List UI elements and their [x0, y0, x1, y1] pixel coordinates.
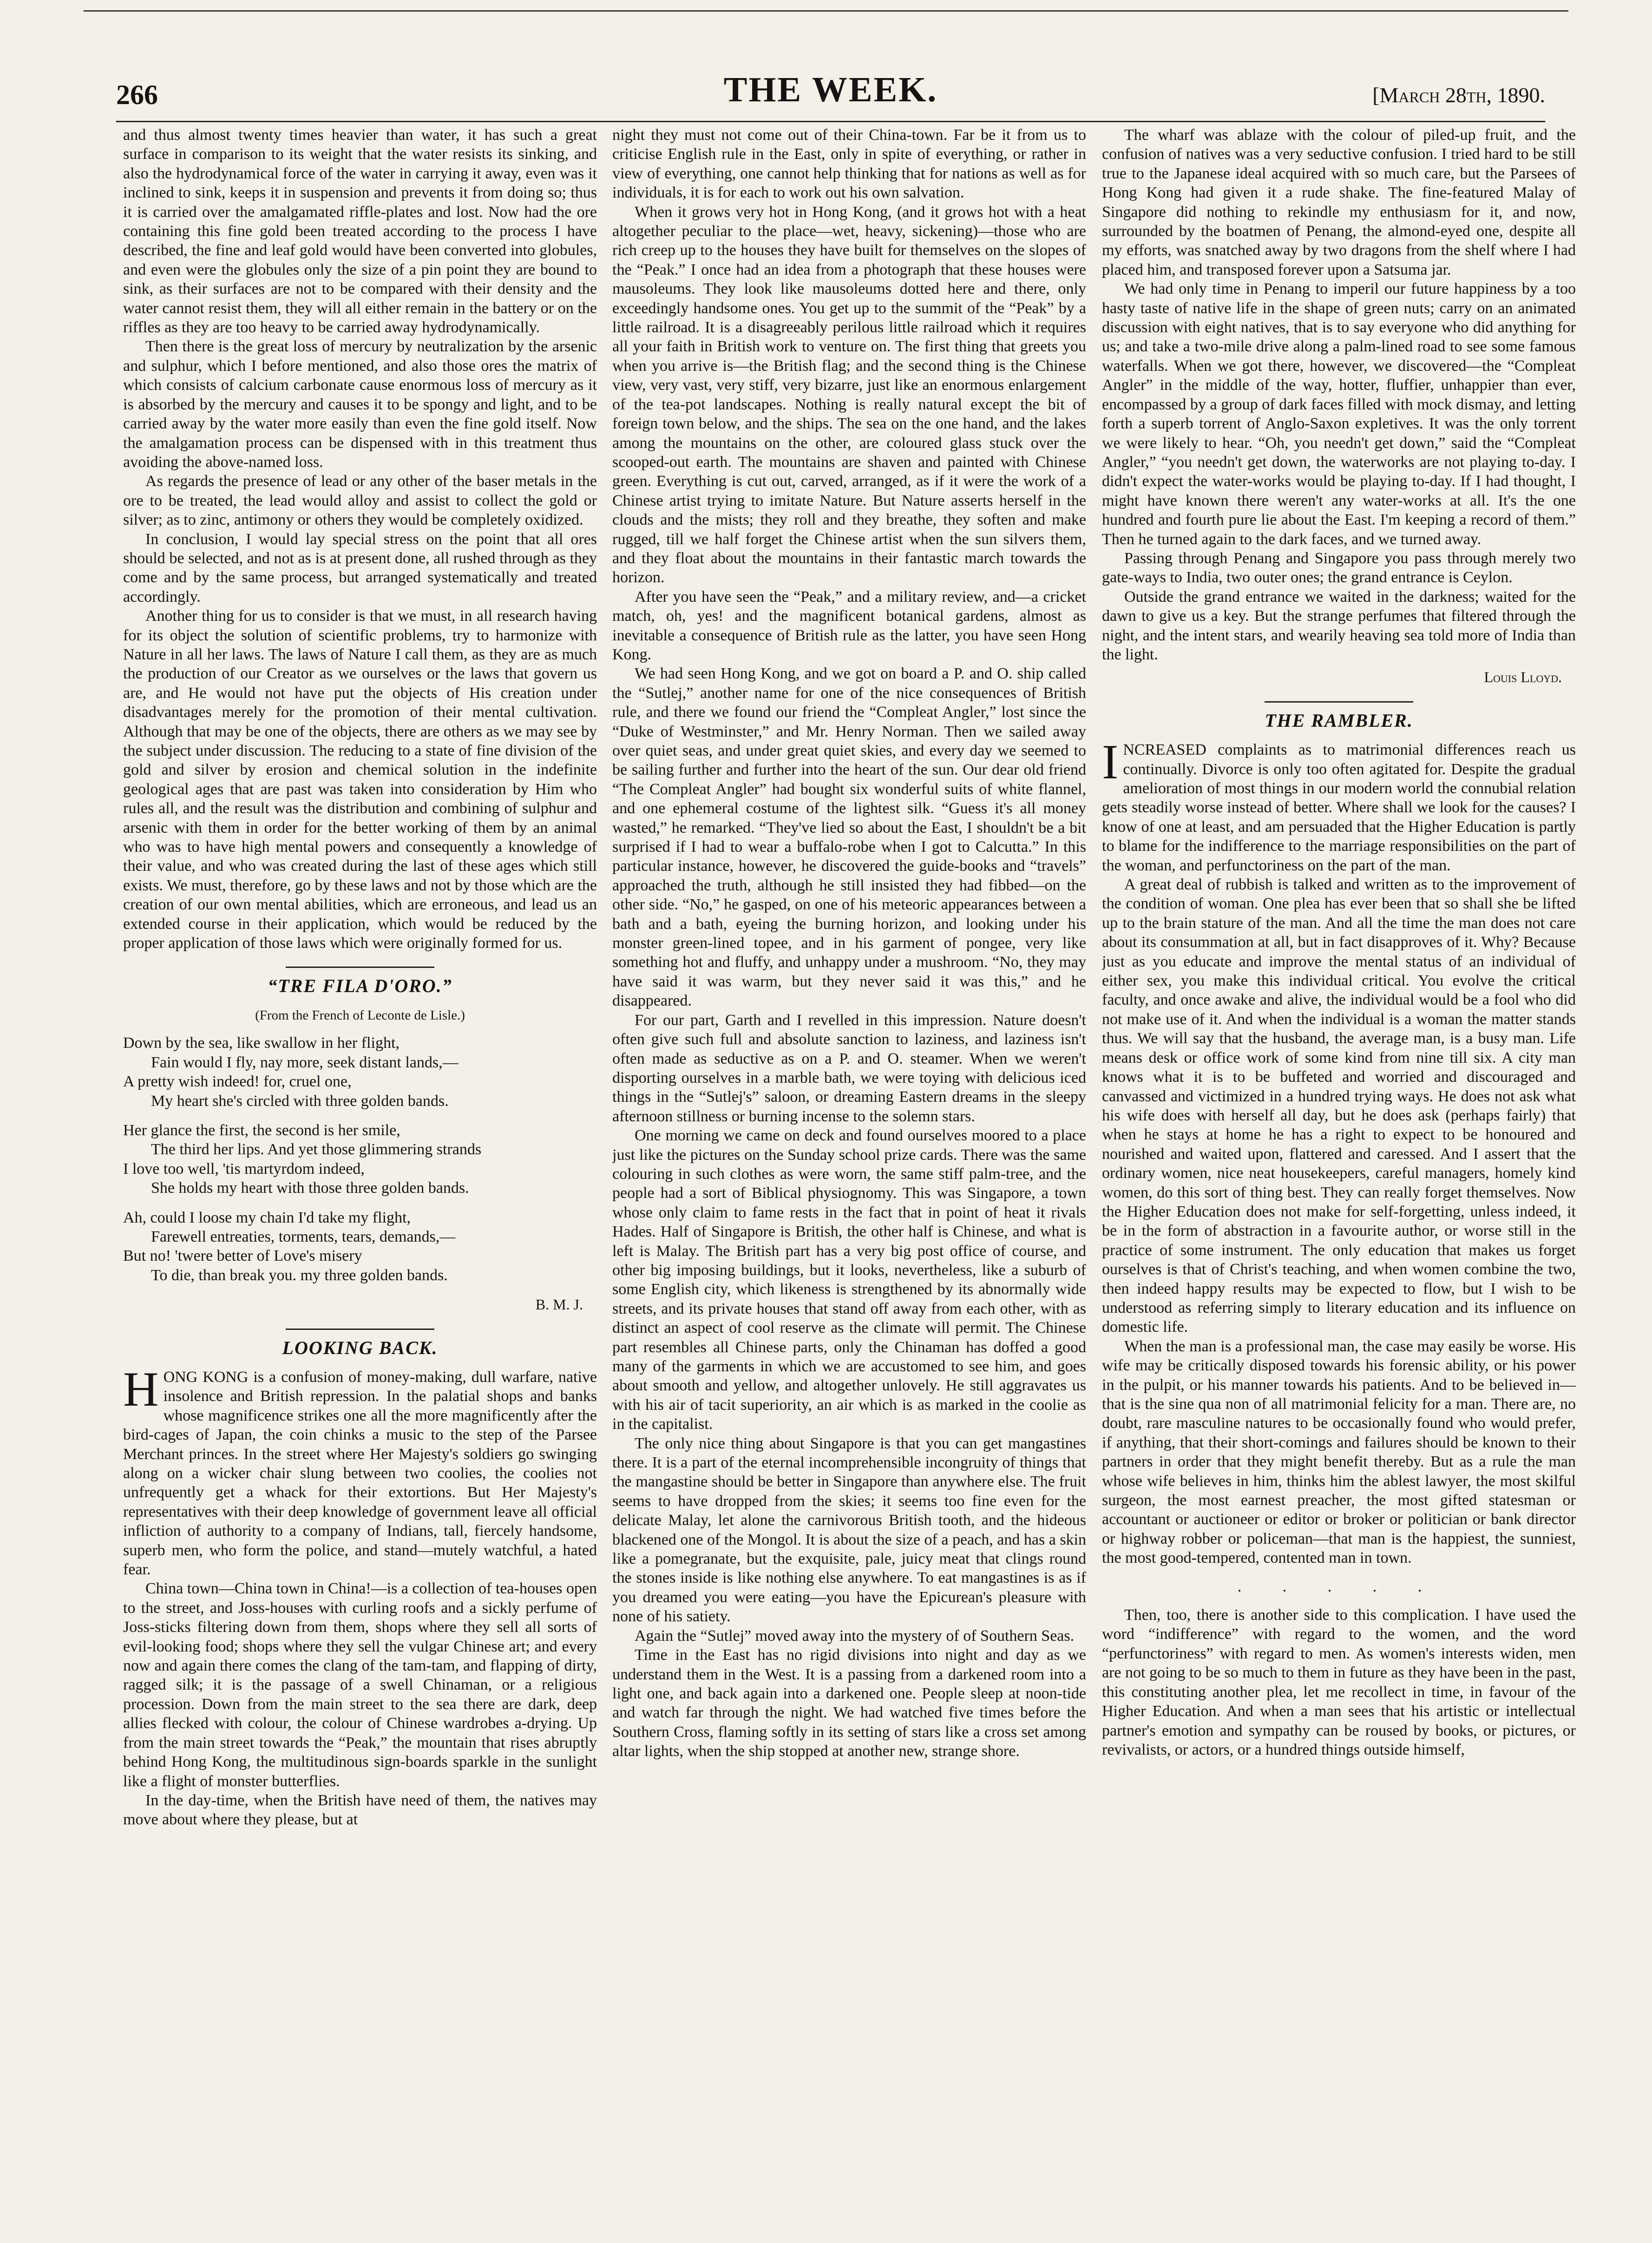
- drop-cap: I: [1102, 735, 1119, 789]
- verse-line: I love too well, 'tis martyrdom indeed,: [123, 1160, 365, 1177]
- page-number: 266: [116, 79, 158, 110]
- section-break-dots: . . . . .: [1237, 1578, 1441, 1595]
- paragraph: Passing through Penang and Singapore you pass through merely two gate-ways to India, two outer ones; the grand entrance is Ceylon.: [1102, 549, 1576, 586]
- article-title-the-rambler: THE RAMBLER.: [1265, 710, 1413, 731]
- poem-source-note: (From the French of Leconte de Lisle.): [255, 1007, 465, 1023]
- poem-signature: B. M. J.: [535, 1296, 583, 1313]
- paragraph: and thus almost twenty times heavier than water, it has such a great surface in comparison to its weight that the water resists its sinking, and also the hydrodynamical force of the water in carrying it away, even was it inclined to sink, keeps it in suspension and prevents it from doing so; thus it is carried over the amalgamated riffle-plates and lost. Now had the ore containing this fine gold been treated according to the process I have described, the fine and leaf gold would have been converted into globules, and even were the globules only the size of a pin point they are bound to sink, as their surfaces are not to be compared with their density and the water cannot resist them, they will all either remain in the battery or on the riffles as they are too heavy to be carried away hydrodynamically.: [123, 126, 597, 336]
- verse-line: My heart she's circled with three golden bands.: [151, 1092, 449, 1110]
- verse-line: A pretty wish indeed! for, cruel one,: [123, 1073, 352, 1091]
- page-header: [116, 70, 1545, 121]
- paragraph: Time in the East has no rigid divisions into night and day as we understand them in the West. It is a passing from a darkened room into a light one, and back again into a darkened one. People sleep at noon-tide and watch far through the night. We had watched five times before the Southern Cross, flaming softly in its setting of stars like a cross set among altar lights, when the ship stopped at another new, strange shore.: [612, 1646, 1086, 1760]
- paragraph: The wharf was ablaze with the colour of piled-up fruit, and the confusion of natives was a very seductive confusion. I tried hard to be still true to the Japanese ideal acquired with so much care, but the Parsees of Hong Kong had given it a rude shake. The fine-featured Malay of Singapore did nothing to rekindle my enthusiasm for it, and now, surrounded by the boatmen of Penang, the almond-eyed one, despite all my efforts, was snatched away by two dragons from the shelf where I had placed him, and transposed forever upon a Satsuma jar.: [1102, 126, 1576, 278]
- paragraph: The only nice thing about Singapore is that you can get mangastines there. It is a part of the eternal incomprehensible incongruity of things that the mangastine should be better in Singapore than anywhere else. The fruit seems to have dropped from the skies; it seems too fine even for the delicate Malay, let alone the carnivorous British tooth, and the hideous blackened one of the Mongol. It is about the size of a peach, and has a skin like a pomegranate, but the exquisite, pale, juicy meat that clings round the stones inside is like nothing else anywhere. To eat mangastines is as if you dreamed you were eating—you have the Epicurean's pleasure with none of his satiety.: [612, 1434, 1086, 1625]
- paragraph: We had seen Hong Kong, and we got on board a P. and O. ship called the “Sutlej,” another name for one of the nice consequences of British rule, and there we found our friend the “Compleat Angler,” lost since the “Duke of Westminster,” and Mr. Henry Norman. Then we sailed away over quiet seas, and under great quiet skies, and every day we seemed to be sailing further and further into the heart of the sun. Our dear old friend “The Compleat Angler” had bought six wonderful suits of white flannel, and one ephemeral costume of the lightest silk. “Guess it's all money wasted,” he remarked. “They've lied so about the East, I shouldn't be a bit surprised if I had to wear a buffalo-robe when I got to Calcutta.” In this particular instance, however, he discovered the guide-books and “travels” approached the truth, although he still insisted they had fibbed—on the other side. “No,” he gasped, on one of his meteoric appearances between a bath and a bath, eyeing the burning horizon, and looking under his monster green-lined topee, and in his garment of pongee, very like something hot and fluffy, and unhappy under a mushroom. “No, they may have said it was warm, but they never said it was this,” and he disappeared.: [612, 665, 1086, 1010]
- paragraph: [123, 1362, 597, 1579]
- paragraph: For our part, Garth and I revelled in this impression. Nature doesn't often give such full and absolute sanction to laziness, and laziness isn't often made as seductive as on a P. and O. steamer. When we weren't disporting ourselves in a marble bath, we were toying with delicious iced things in the “Sutlej's” saloon, or dreaming Eastern dreams in the sleepy afternoon stillness or burning incense to the solemn stars.: [612, 1011, 1086, 1125]
- verse-line: Ah, could I loose my chain I'd take my flight,: [123, 1209, 411, 1226]
- paragraph: Outside the grand entrance we waited in the darkness; waited for the dawn to give us a key. But the strange perfumes that filtered through the night, and the intent stars, and wearily heaving sea told more of India than the light.: [1102, 588, 1576, 663]
- article-signature: Louis Lloyd.: [1484, 669, 1562, 686]
- section-rule: [286, 967, 434, 968]
- verse-line: To die, than break you. my three golden bands.: [151, 1266, 448, 1284]
- header-rule: [116, 121, 1545, 122]
- verse-line: Fain would I fly, nay more, seek distant lands,—: [151, 1053, 459, 1071]
- poem-stanza-1: [123, 1033, 597, 1111]
- section-rule: [286, 1329, 434, 1330]
- verse-line: Her glance the first, the second is her smile,: [123, 1121, 400, 1139]
- paragraph: As regards the presence of lead or any other of the baser metals in the ore to be treated, the lead would alloy and assist to collect the gold or silver; as to zinc, antimony or others they would be completely oxidized.: [123, 473, 597, 529]
- column-3: [1102, 125, 1576, 2226]
- top-rule: [84, 10, 1568, 12]
- column-2: [612, 125, 1086, 2226]
- masthead: THE WEEK.: [723, 70, 938, 109]
- paragraph: Another thing for us to consider is that we must, in all research having for its object the solution of scientific problems, try to harmonize with Nature in all her laws. The laws of Nature I call them, as they are as much the production of our Creator as we ourselves or the laws that govern us are, and He would not have put the objects of His creation under disadvantages merely for the promotion of their mental cultivation. Although that may be one of the objects, there are others as we may see by the subject under discussion. The reducing to a state of fine division of the gold and silver by erosion and chemical solution in the indefinite geological ages that are past was taken into consideration by Him who rules all, and the result was the distribution and combining of sulphur and arsenic with them in order for the better working of them by an animal who was to have high mental powers and consequently a knowledge of their value, and who was created during the last of these ages which still exists. We must, therefore, go by these laws and not by those which are the creation of our own mental abilities, which are erroneous, and lead us an extended course in their application, which would be reduced by the proper application of those laws which were originally formed for us.: [123, 607, 597, 952]
- paragraph: night they must not come out of their China-town. Far be it from us to criticise English rule in the East, only in spite of everything, or rather in view of everything, one cannot help thinking that for nations as well as for individuals, it is for each to work out his own salvation.: [612, 126, 1086, 202]
- column-1: [123, 125, 597, 2226]
- paragraph: A great deal of rubbish is talked and written as to the improvement of the condition of woman. One plea has ever been that so shall she be lifted up to the brain stature of the man. And all the time the man does not care about its consummation at all, but in fact disapproves of it. Why? Because just as you educate and improve the mental status of an individual of either sex, you make this individual critical. You evolve the critical faculty, and once awake and alive, the individual would be a fool who did not make use of it. And when the individual is a woman the matter stands thus. We will say that the husband, the average man, is a busy man. Life means desk or office work of some kind from nine till six. A city man knows what it is to be buffeted and worried and discouraged and canvassed and victimized in a hundred trying ways. He does not ask what his wife does with herself all day, but he does ask (perhaps fairly) that when he stays at home he has a right to expect to be honoured and nourished and waited upon, flattered and caressed. And I assert that the ordinary women, nice neat housekeepers, careful managers, homely kind women, do this sort of thing best. They can really forget themselves. Now the Higher Education does not make for self-forgetting, unless indeed, it be in the form of abstraction in a favourite author, or worse still in the practice of some instrument. The only education that makes us forget ourselves is that of Christ's teaching, and when women combine the two, then indeed happy results may be expected to flow, but I wish to be understood as referring simply to literary education and its influence on domestic life.: [1102, 876, 1576, 1336]
- paragraph: [1102, 735, 1576, 875]
- paragraph: After you have seen the “Peak,” and a military review, and—a cricket match, oh, yes! and the magnificent botanical gardens, almost as inevitable a consequence of British rule as the latter, you have seen Hong Kong.: [612, 588, 1086, 663]
- verse-line: The third her lips. And yet those glimmering strands: [151, 1141, 482, 1158]
- drop-cap: H: [123, 1362, 159, 1416]
- paragraph: When the man is a professional man, the case may easily be worse. His wife may be critically disposed towards his forensic ability, or his power in the pulpit, or his manner towards his patients. And to be believed in—that is the sine qua non of all matrimonial felicity for a man. There are, no doubt, rare masculine natures to be occasionally found who would prefer, if anything, that their short-comings and failures should be known to their partners in order that they might benefit thereby. But as a rule the man whose wife believes in him, thinks him the ablest lawyer, the most skilful surgeon, the most earnest preacher, the most gifted statesman or accountant or auctioneer or editor or broker or politician or bank director or highway robber or policeman—that man is the happiest, the sunniest, the most good-tempered, contented man in town.: [1102, 1337, 1576, 1567]
- paragraph: China town—China town in China!—is a collection of tea-houses open to the street, and Joss-houses with curling roofs and a sickly perfume of Joss-sticks filtering down from them, shops where they sell all sorts of evil-looking food; shops where they sell the vulgar Chinese art; and every now and again there comes the clang of the tam-tam, and flapping of dirty, ragged silk; it is the passage of a swell Chinaman, or a religious procession. Down from the main street to the sea there are dark, deep allies flecked with colour, the colour of Chinese wardrobes a-drying. Up from the main street towards the “Peak,” the mountain that rises abruptly behind Hong Kong, the multitudinous sign-boards sparkle in the sunlight like a flight of monster butterflies.: [123, 1580, 597, 1790]
- paragraph-text: ONG KONG is a confusion of money-making, dull warfare, native insolence and British repression. In the palatial shops and banks whose magnificence strikes one all the more magnificently after the bird-cages of Japan, the coin chinks a music to the step of the Parsee Merchant princes. In the street where Her Majesty's soldiers go swinging along on a wicker chair slung between two coolies, the coolies not unfrequently get a whack for their extortions. But Her Majesty's representatives with their deep knowledge of government leave all official infliction of authority to a company of Indians, tall, fiercely handsome, superb men, who form the police, and stand—mutely watchful, a hated fear.: [123, 1368, 597, 1579]
- verse-line: But no! 'twere better of Love's misery: [123, 1247, 362, 1265]
- paragraph: We had only time in Penang to imperil our future happiness by a too hasty taste of native life in the shape of green nuts; carry on an animated discussion with eight natives, that is to say everyone who did anything for us; and take a two-mile drive along a palm-lined road to see some famous waterfalls. When we got there, however, we discovered—the “Compleat Angler” in the middle of the way, hotter, fluffier, unhappier than ever, encompassed by a group of dark faces filled with mock dismay, and letting forth a superb torrent of Anglo-Saxon expletives. It was the only torrent we were likely to hear. “Oh, you needn't get down,” said the “Compleat Angler,” “you needn't get down, the waterworks are not playing to-day. I didn't expect the water-works would be playing to-day. If I had thought, I might have known there weren't any water-works at all. It's the one hundred and fourth pure lie about the East. I'm keeping a record of them.” Then he turned again to the dark faces, and we turned away.: [1102, 280, 1576, 548]
- paragraph: In conclusion, I would lay special stress on the point that all ores should be selected, and not as is at present done, all rushed through as they come and by the same process, but arranged systematically and treated accordingly.: [123, 530, 597, 605]
- verse-line: She holds my heart with those three golden bands.: [151, 1179, 469, 1197]
- issue-date: [March 28th, 1890.: [1372, 83, 1545, 107]
- paragraph: When it grows very hot in Hong Kong, (and it grows hot with a heat altogether peculiar to the place—wet, heavy, sickening)—those who are rich creep up to the houses they have built for themselves on the slopes of the “Peak.” I once had an idea from a photograph that these houses were mausoleums. They look like mausoleums dotted here and there, only exceedingly handsome ones. You get up to the summit of the “Peak” by a little railroad. It is a disagreeably perilous little railroad which it requires all your faith in British work to venture on. The first thing that greets you when you arrive is—the British flag; and the second thing is the Chinese view, very vast, very stiff, very bizarre, just like an enormous enlargement of the tea-pot landscapes. Nothing is really natural except the bit of foreign town below, and the ships. The sea on the one hand, and the lakes among the mountains on the other, are coloured glass stuck over the scooped-out earth. The mountains are shaven and painted with Chinese green. Everything is cut out, carved, arranged, as if it were the work of a Chinese artist trying to imitate Nature. But Nature asserts herself in the clouds and the mists; they roll and they breathe, they soften and make rugged, till we half forget the Chinese artist when the sun silvers them, and they float about the mountains in their fantastic march towards the horizon.: [612, 203, 1086, 586]
- paragraph: Then there is the great loss of mercury by neutralization by the arsenic and sulphur, which I before mentioned, and also those ores the matrix of which consists of calcium carbonate cause enormous loss of mercury as it is absorbed by the mercury and causes it to be spongy and light, and to be carried away by the water more easily than even the fine gold itself. Now the amalgamation process can be dispensed with in this treatment thus avoiding the above-named loss.: [123, 338, 597, 471]
- article-title-looking-back: LOOKING BACK.: [282, 1337, 438, 1358]
- poem-stanza-2: [123, 1121, 597, 1198]
- paragraph: In the day-time, when the British have need of them, the natives may move about where they please, but at: [123, 1791, 597, 1829]
- verse-line: Farewell entreaties, torments, tears, demands,—: [151, 1228, 456, 1245]
- poem-stanza-3: [123, 1208, 597, 1285]
- verse-line: Down by the sea, like swallow in her flight,: [123, 1034, 400, 1052]
- poem-title: “TRE FILA D'ORO.”: [268, 975, 452, 997]
- paragraph-text: NCREASED complaints as to matrimonial differences reach us continually. Divorce is only too often agitated for. Despite the gradual amelioration of most things in our modern world the connubial relation gets steadily worse instead of better. Where shall we look for the causes? I know of one at least, and am persuaded that the Higher Education is partly to blame for the indifference to the marriage responsibilities on the part of the woman, and perfunctoriness on the part of the man.: [1102, 741, 1576, 874]
- paragraph: Again the “Sutlej” moved away into the mystery of of Southern Seas.: [635, 1627, 1075, 1644]
- section-rule: [1265, 701, 1413, 703]
- paragraph: Then, too, there is another side to this complication. I have used the word “indifference” with regard to the women, and the word “perfunctoriness” with regard to men. As women's interests widen, men are not going to be so much to them in future as they have been in the past, this constituting another plea, let me recollect in time, in favour of the Higher Education. And when a man sees that his artistic or intellectual partner's emotion and sympathy can be roused by books, or pictures, or revivalists, or actors, or a hundred things outside himself,: [1102, 1606, 1576, 1758]
- paragraph: One morning we came on deck and found ourselves moored to a place just like the pictures on the Sunday school prize cards. There was the same colouring in such clothes as were worn, the same stiff palm-tree, and the people had a sort of Biblical physiognomy. This was Singapore, a town whose only claim to fame rests in the fact that in point of heat it rivals Hades. Half of Singapore is British, the other half is Chinese, and what is left is Malay. The British part has a very big post office of course, and other big imposing buildings, but it looks, nevertheless, like a suburb of some English city, which likeness is strengthened by its abnormally wide streets, and its private houses that stand off away from each other, with as distinct an aspect of cool reserve as the climate will permit. The Chinese part resembles all Chinese parts, only the Chinaman has doffed a good many of the garments in which we are accustomed to see him, and goes about smooth and yellow, and altogether unlovely. He still aggravates us with his air of tacit superiority, an air which is as marked in the coolie as in the capitalist.: [612, 1127, 1086, 1433]
